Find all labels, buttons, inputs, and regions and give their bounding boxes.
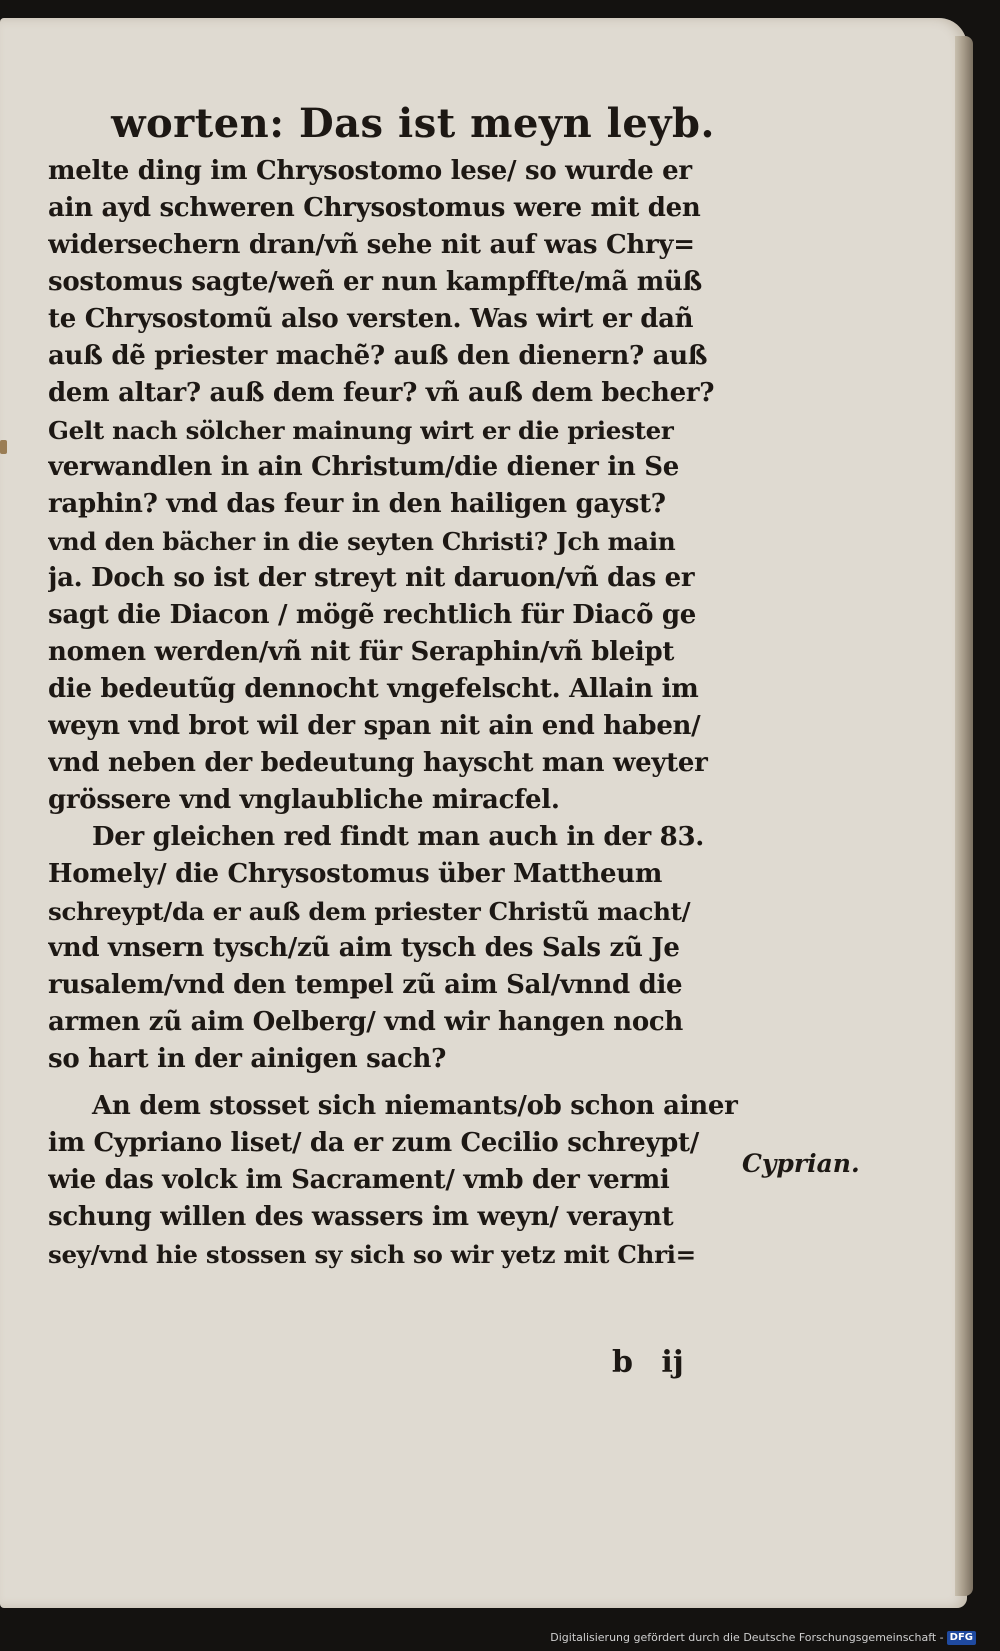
paragraph-line: so hart in der ainigen sach?: [48, 1044, 447, 1074]
paragraph-line: Der gleichen red findt man auch in der 83.: [92, 822, 705, 852]
paragraph-line: An dem stosset sich niemants/ob schon ainer: [92, 1091, 738, 1121]
text-line: melte ding im Chrysostomo lese/ so wurde er: [48, 156, 692, 186]
paragraph-line: rusalem/vnd den tempel zũ aim Sal/vnnd die: [48, 970, 683, 1000]
paragraph-line: armen zũ aim Oelberg/ vnd wir hangen noch: [48, 1007, 684, 1037]
text-line: raphin? vnd das feur in den hailigen gayst?: [48, 489, 666, 519]
text-line: widersechern dran/vñ sehe nit auf was Chry=: [48, 230, 695, 260]
margin-note: Cyprian.: [742, 1149, 860, 1178]
paragraph-line: im Cypriano liset/ da er zum Cecilio schreypt/: [48, 1128, 699, 1158]
text-line: ja. Doch so ist der streyt nit daruon/vñ das er: [48, 563, 695, 593]
text-block: [48, 95, 748, 1273]
text-line: vnd den bächer in die seyten Christi? Jch main: [48, 527, 676, 556]
paragraph-line: Homely/ die Chrysostomus über Mattheum: [48, 859, 663, 889]
text-line: te Chrysostomũ also versten. Was wirt er dañ: [48, 304, 694, 334]
text-line: verwandlen in ain Christum/die diener in Se: [48, 452, 679, 482]
credit-text: Digitalisierung gefördert durch die Deutsche Forschungsgemeinschaft -: [550, 1631, 944, 1644]
text-line: die bedeutũg dennocht vngefelscht. Allain im: [48, 674, 699, 704]
page-edge: [955, 36, 973, 1596]
paragraph-line: wie das volck im Sacrament/ vmb der vermi: [48, 1165, 670, 1195]
text-line: dem altar? auß dem feur? vñ auß dem becher?: [48, 378, 715, 408]
text-line: nomen werden/vñ nit für Seraphin/vñ bleipt: [48, 637, 675, 667]
paragraph-line: schung willen des wassers im weyn/ veraynt: [48, 1202, 674, 1232]
paragraph-line: sey/vnd hie stossen sy sich so wir yetz mit Chri=: [48, 1240, 696, 1269]
text-line: grössere vnd vnglaubliche miracfel.: [48, 785, 560, 815]
footer-credit: [550, 1629, 976, 1647]
text-line: vnd neben der bedeutung hayscht man weyter: [48, 748, 708, 778]
text-line: Gelt nach sölcher mainung wirt er die priester: [48, 416, 674, 445]
running-head: worten: Das ist meyn leyb.: [111, 100, 715, 147]
text-line: ain ayd schweren Chrysostomus were mit den: [48, 193, 701, 223]
dfg-logo: DFG: [947, 1631, 976, 1645]
paragraph-line: schreypt/da er auß dem priester Christũ macht/: [48, 897, 691, 926]
binding-mark: [0, 440, 7, 454]
text-line: weyn vnd brot wil der span nit ain end haben/: [48, 711, 701, 741]
paragraph-line: vnd vnsern tysch/zũ aim tysch des Sals zũ Je: [48, 933, 680, 963]
text-line: sagt die Diacon / mögẽ rechtlich für Diacõ ge: [48, 600, 697, 630]
signature-mark: b ij: [612, 1345, 684, 1380]
text-line: sostomus sagte/weñ er nun kampffte/mã müß: [48, 267, 702, 297]
text-line: auß dẽ priester machẽ? auß den dienern? auß: [48, 341, 708, 371]
